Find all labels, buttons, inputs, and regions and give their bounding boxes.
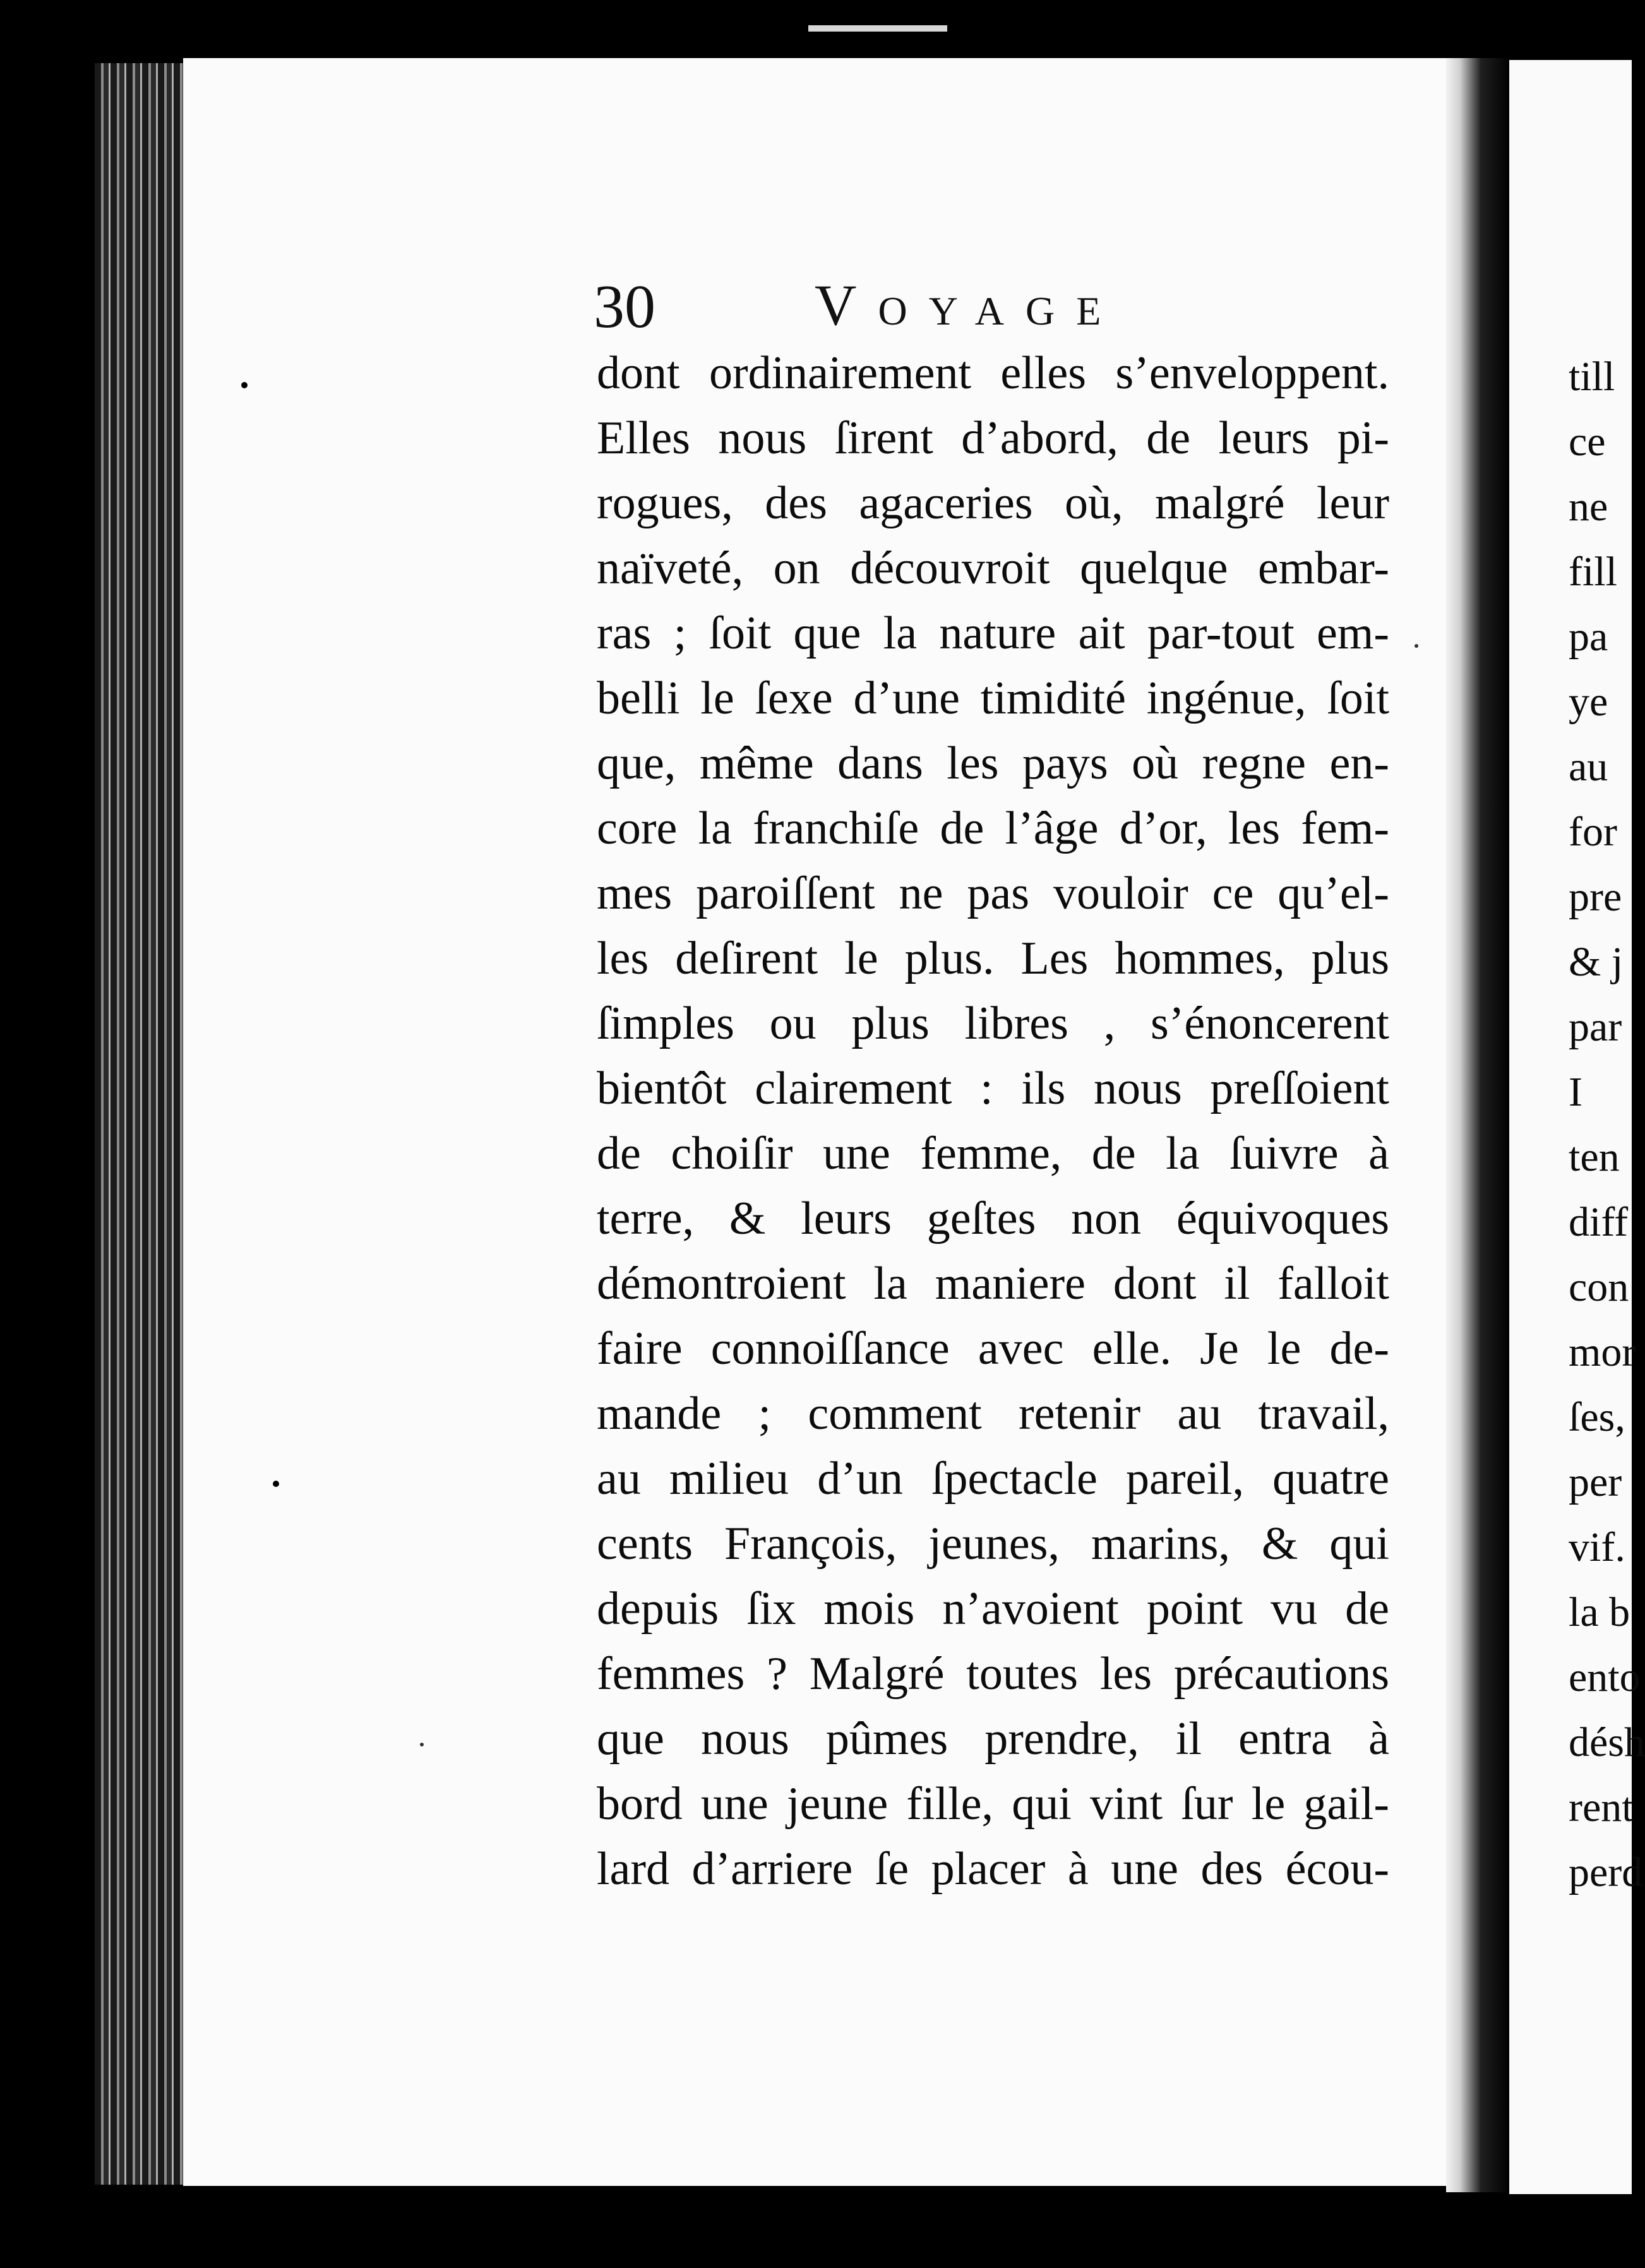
text-fragment: pre [1569,874,1622,920]
text-line: bord une jeune fille, qui vint ſur le gail- [597,1778,1389,1830]
text-fragment: ten [1569,1134,1620,1180]
page-number: 30 [594,273,655,341]
running-head: Voyage [815,273,1123,337]
right-page-text-fragments [1569,344,1645,1905]
text-line: que nous pûmes prendre, il entra à [597,1713,1389,1765]
text-line: rogues, des agaceries où, malgré leur [597,477,1389,529]
text-fragment: ſes, [1569,1394,1625,1440]
left-page-text [597,341,1389,1902]
text-fragment: ne [1569,484,1608,530]
text-fragment: la b [1569,1589,1630,1635]
text-line: que, même dans les pays où regne en- [597,737,1389,789]
text-line: Elles nous ſirent d’abord, de leurs pi- [597,412,1389,464]
page-block-edges [95,63,196,2185]
text-fragment: ye [1569,679,1608,725]
text-line: ſimples ou plus libres , s’énoncerent [597,998,1389,1049]
text-line: faire connoiſſance avec elle. Je le de- [597,1323,1389,1375]
text-line: ras ; ſoit que la nature ait par-tout em- [597,607,1389,659]
text-line: core la franchiſe de l’âge d’or, les fem- [597,803,1389,854]
text-fragment: par [1569,1004,1622,1050]
text-fragment: désh [1569,1719,1645,1765]
ink-speck [1415,644,1418,648]
text-fragment: per [1569,1459,1622,1505]
text-line: mande ; comment retenir au travail, [597,1388,1389,1440]
text-line: démontroient la maniere dont il falloit [597,1258,1389,1310]
text-fragment: rent [1569,1784,1634,1830]
text-fragment: for [1569,809,1617,855]
text-line: belli le ſexe d’une timidité ingénue, ſoit [597,672,1389,724]
text-fragment: ce [1569,419,1606,465]
text-fragment: diff [1569,1199,1629,1245]
text-line: naïveté, on découvroit quelque embar- [597,542,1389,594]
text-line: de choiſir une femme, de la ſuivre à [597,1128,1389,1179]
text-line: cents François, jeunes, marins, & qui [597,1518,1389,1570]
text-fragment: till [1569,354,1615,400]
text-fragment: con [1569,1264,1629,1310]
book-gutter [1446,58,1509,2192]
top-edge-mark [808,25,947,32]
text-fragment: vif. [1569,1524,1625,1570]
text-line: au milieu d’un ſpectacle pareil, quatre [597,1453,1389,1505]
text-fragment: fill [1569,549,1617,595]
text-line: lard d’arriere ſe placer à une des écou- [597,1843,1389,1895]
text-line: les deſirent le plus. Les hommes, plus [597,933,1389,984]
text-line: bientôt clairement : ils nous preſſoient [597,1063,1389,1114]
text-line: mes paroiſſent ne pas vouloir ce qu’el- [597,868,1389,919]
text-fragment: au [1569,744,1608,790]
ink-speck [241,382,248,388]
text-line: terre, & leurs geſtes non équivoques [597,1193,1389,1244]
ink-speck [420,1743,424,1746]
text-fragment: & j [1569,939,1624,985]
text-fragment: pa [1569,614,1608,660]
text-fragment: ento [1569,1654,1641,1700]
text-fragment: perd [1569,1849,1643,1895]
text-line: depuis ſix mois n’avoient point vu de [597,1583,1389,1635]
text-fragment: mor [1569,1329,1636,1375]
ink-speck [273,1481,279,1487]
text-line: dont ordinairement elles s’enveloppent. [597,347,1389,399]
text-fragment: I [1569,1069,1582,1115]
text-line: femmes ? Malgré toutes les précautions [597,1648,1389,1700]
